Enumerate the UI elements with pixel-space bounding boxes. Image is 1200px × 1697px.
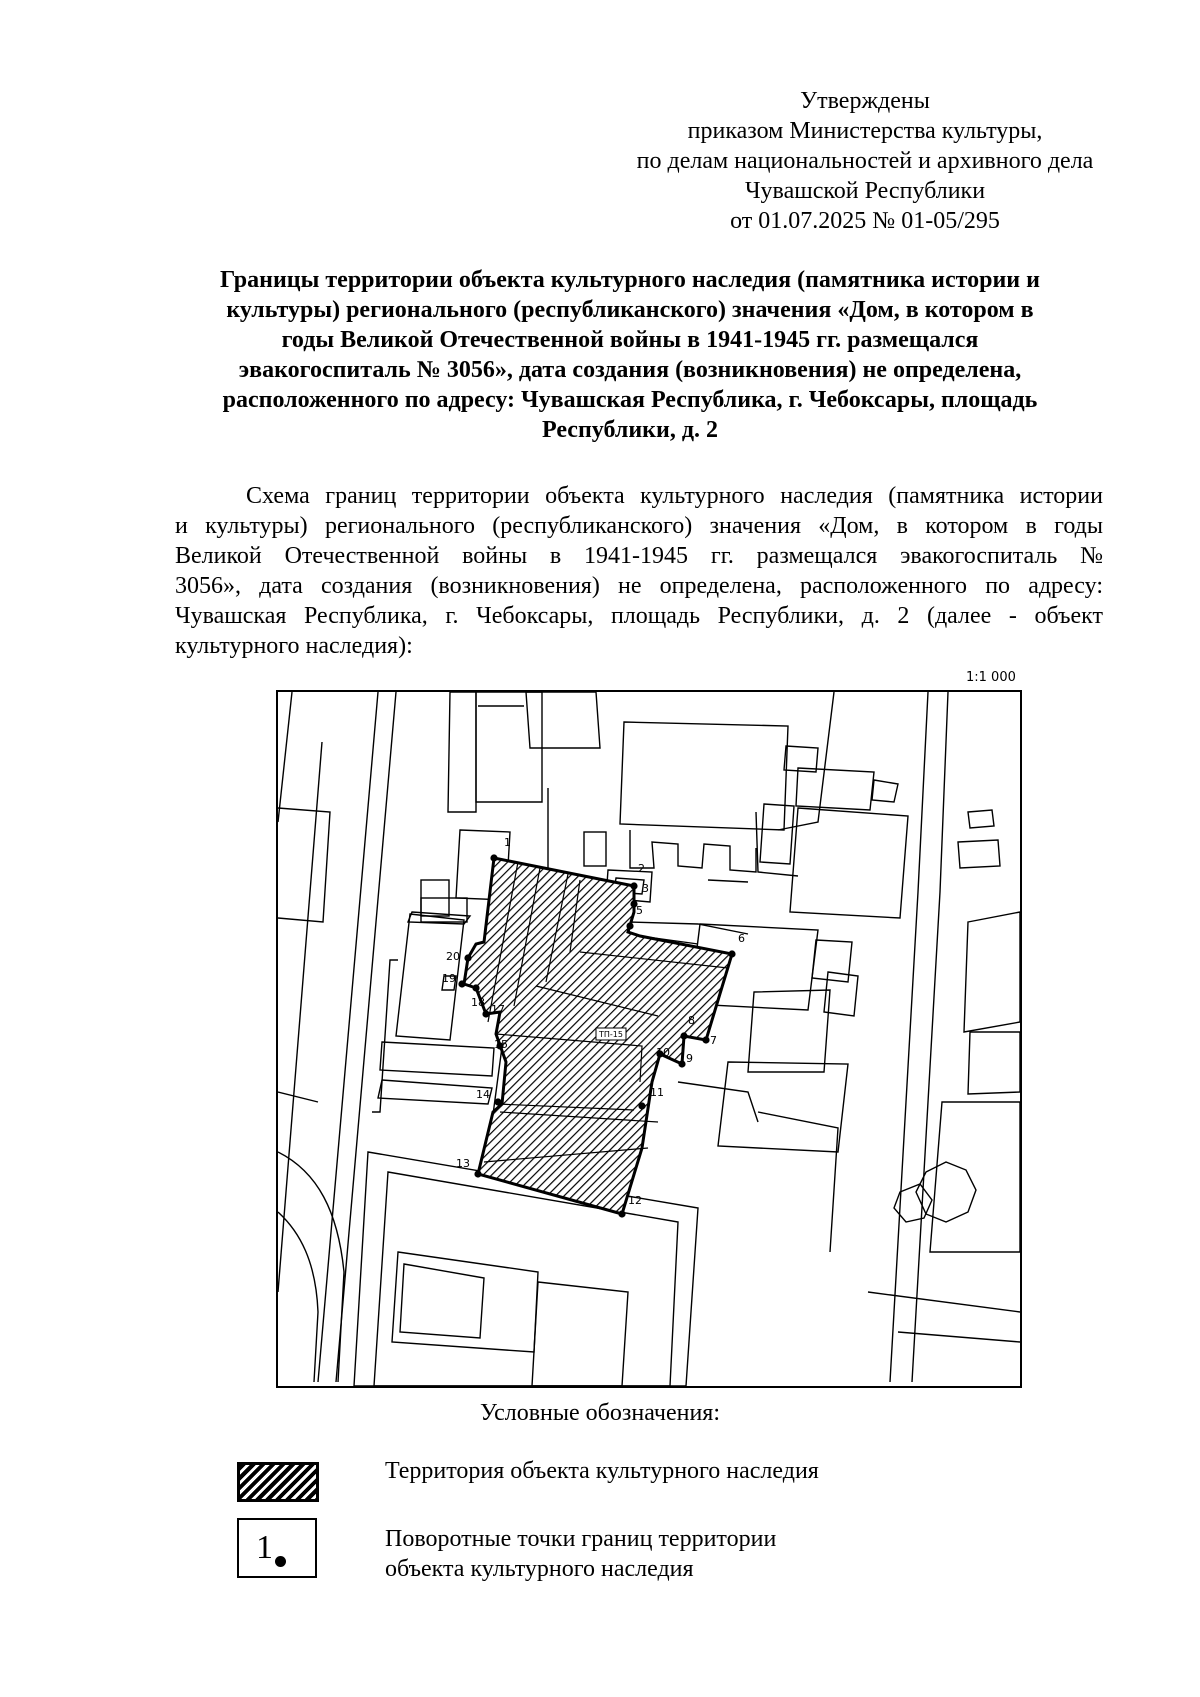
map-scale: 1:1 000 bbox=[966, 670, 1016, 685]
approval-line: Утверждены bbox=[800, 88, 930, 114]
intro-line: Великой Отечественной войны в 1941-1945 гг. размещался эвакогоспиталь № bbox=[175, 543, 1103, 569]
intro-line: Чувашская Республика, г. Чебоксары, площадь Республики, д. 2 (далее - объект bbox=[175, 603, 1103, 629]
turning-point-label: 1 bbox=[504, 836, 511, 849]
turning-point-dot-icon bbox=[275, 1556, 286, 1567]
title-line: Республики, д. 2 bbox=[542, 417, 718, 443]
turning-point-marker bbox=[618, 1210, 625, 1217]
turning-point-marker bbox=[494, 1098, 501, 1105]
legend-territory-label: Территория объекта культурного наследия bbox=[385, 1458, 819, 1484]
turning-point-label: 9 bbox=[686, 1052, 693, 1065]
turning-point-label: 17 bbox=[491, 1003, 505, 1016]
turning-point-marker bbox=[638, 1102, 645, 1109]
intro-line: 3056», дата создания (возникновения) не определена, расположенного по адресу: bbox=[175, 573, 1103, 599]
approval-line: по делам национальностей и архивного дела bbox=[636, 148, 1094, 174]
turning-point-marker bbox=[728, 950, 735, 957]
turning-point-label: 14 bbox=[476, 1088, 490, 1101]
turning-point-marker bbox=[680, 1032, 687, 1039]
turning-point-label: 8 bbox=[688, 1014, 695, 1027]
turning-point-marker bbox=[678, 1060, 685, 1067]
legend-heading: Условные обозначения: bbox=[479, 1400, 721, 1426]
turning-point-label: 5 bbox=[636, 904, 643, 917]
title-line: Границы территории объекта культурного наследия (памятника истории и bbox=[220, 267, 1040, 293]
turning-point-label: 3 bbox=[642, 882, 649, 895]
turning-point-label: 2 bbox=[638, 862, 645, 875]
building-label: ТП-15 bbox=[599, 1030, 623, 1039]
turning-point-label: 19 bbox=[442, 972, 456, 985]
turning-point-marker bbox=[472, 984, 479, 991]
legend-points-label-line: объекта культурного наследия bbox=[385, 1556, 694, 1582]
title-line: эвакогоспиталь № 3056», дата создания (возникновения) не определена, bbox=[238, 357, 1022, 383]
turning-point-label: 11 bbox=[650, 1086, 664, 1099]
turning-point-sample-icon bbox=[237, 1518, 317, 1578]
intro-line: культурного наследия): bbox=[175, 633, 413, 659]
map-canvas bbox=[278, 692, 1020, 1386]
turning-point-sample-number: 1 bbox=[256, 1529, 273, 1566]
site-plan-map bbox=[276, 690, 1022, 1388]
turning-point-label: 13 bbox=[456, 1157, 470, 1170]
turning-point-label: 6 bbox=[738, 932, 745, 945]
approval-line: приказом Министерства культуры, bbox=[687, 118, 1043, 144]
turning-point-label: 7 bbox=[710, 1034, 717, 1047]
turning-point-marker bbox=[482, 1010, 489, 1017]
turning-point-marker bbox=[464, 954, 471, 961]
title-line: расположенного по адресу: Чувашская Республика, г. Чебоксары, площадь bbox=[222, 387, 1038, 413]
legend-points-label bbox=[385, 1524, 776, 1584]
territory-swatch-icon bbox=[237, 1462, 319, 1502]
approval-block bbox=[560, 86, 1170, 236]
turning-point-label: 18 bbox=[471, 996, 485, 1009]
intro-paragraph bbox=[175, 481, 1103, 661]
turning-point-marker bbox=[626, 922, 633, 929]
approval-line: от 01.07.2025 № 01-05/295 bbox=[730, 208, 1000, 234]
intro-line: Схема границ территории объекта культурного наследия (памятника истории bbox=[246, 483, 1103, 509]
turning-point-label: 15 bbox=[494, 1038, 508, 1051]
turning-point-marker bbox=[630, 882, 637, 889]
title-line: культуры) регионального (республиканского) значения «Дом, в котором в bbox=[226, 297, 1034, 323]
title-line: годы Великой Отечественной войны в 1941-1945 гг. размещался bbox=[281, 327, 979, 353]
intro-line: и культуры) регионального (республиканского) значения «Дом, в котором в годы bbox=[175, 513, 1103, 539]
turning-point-marker bbox=[702, 1036, 709, 1043]
turning-point-label: 10 bbox=[656, 1046, 670, 1059]
document-title bbox=[160, 265, 1100, 445]
turning-point-marker bbox=[458, 980, 465, 987]
turning-point-label: 12 bbox=[628, 1194, 642, 1207]
turning-point-label: 20 bbox=[446, 950, 460, 963]
turning-point-marker bbox=[490, 854, 497, 861]
approval-line: Чувашской Республики bbox=[744, 178, 986, 204]
legend-points-label-line: Поворотные точки границ территории bbox=[385, 1526, 777, 1552]
turning-point-marker bbox=[474, 1170, 481, 1177]
